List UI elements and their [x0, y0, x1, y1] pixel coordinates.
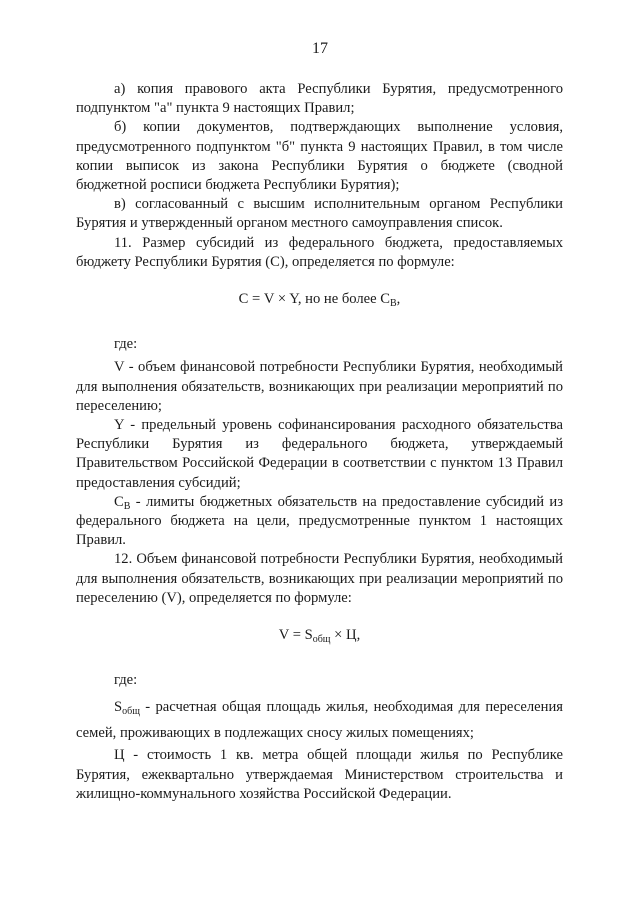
formula-volume — [76, 626, 563, 645]
formula-subsidy-sub: В — [390, 298, 397, 310]
formula-volume-end: × Ц, — [330, 627, 361, 644]
definition-s-symbol: S — [114, 699, 123, 716]
document-body — [76, 80, 563, 804]
page-number: 17 — [312, 40, 328, 57]
definition-s-sub: общ — [122, 706, 140, 718]
paragraph-v: в) согласованный с высшим исполнительным органом Республики Бурятия и утвержденный органом местного самоуправления список. — [76, 196, 563, 232]
definition-cb-sub: В — [123, 500, 131, 512]
definition-cb-symbol: С — [114, 493, 124, 510]
formula-subsidy — [76, 290, 563, 309]
formula-subsidy-main: С = V × Y, но не более С — [238, 291, 390, 308]
definition-v: V - объем финансовой потребности Республики Бурятия, необходимый для выполнения обязательств, возникающих при реализации мероприятий по переселению; — [76, 359, 563, 414]
formula-volume-sub: общ — [312, 634, 331, 646]
paragraph-a: а) копия правового акта Республики Бурятия, предусмотренного подпунктом "а" пункта 9 настоящих Правил; — [76, 81, 563, 117]
definition-s-text: - расчетная общая площадь жилья, необходимая для переселения семей, проживающих в подлежащих сносу жилых помещениях; — [76, 699, 563, 742]
definition-cb — [76, 493, 563, 551]
formula-volume-start: V = S — [278, 627, 313, 644]
definition-c: Ц - стоимость 1 кв. метра общей площади жилья по Республике Бурятия, ежеквартально утверждаемая Министерством строительства и жилищно-коммунального хозяйства Российской Федерации. — [76, 747, 563, 802]
paragraph-11: 11. Размер субсидий из федерального бюджета, предоставляемых бюджету Республики Бурятия (С), определяется по формуле: — [76, 234, 563, 270]
definition-s — [76, 694, 563, 746]
formula-subsidy-end: , — [396, 291, 401, 308]
where-label-2: где: — [114, 672, 138, 689]
definition-cb-text: - лимиты бюджетных обязательств на предоставление субсидий из федерального бюджета на цели, предусмотренные пунктом 1 настоящих Правил. — [76, 493, 563, 549]
paragraph-b: б) копии документов, подтверждающих выполнение условия, предусмотренного подпунктом "б" пункта 9 настоящих Правил, в том числе копии выписок из закона Республики Бурятия о бюджете (сводной бюджетной росписи бюджета Республики Бурятия); — [76, 119, 563, 194]
where-label-1: где: — [114, 336, 138, 353]
definition-y: Y - предельный уровень софинансирования расходного обязательства Республики Бурятия из федерального бюджета, утверждаемый Правительством Российской Федерации в соответствии с пунктом 13 Правил предоставления субсидий; — [76, 417, 563, 491]
paragraph-12: 12. Объем финансовой потребности Республики Бурятия, необходимый для выполнения обязательств, возникающих при реализации мероприятий по переселению (V), определяется по формуле: — [76, 551, 563, 606]
